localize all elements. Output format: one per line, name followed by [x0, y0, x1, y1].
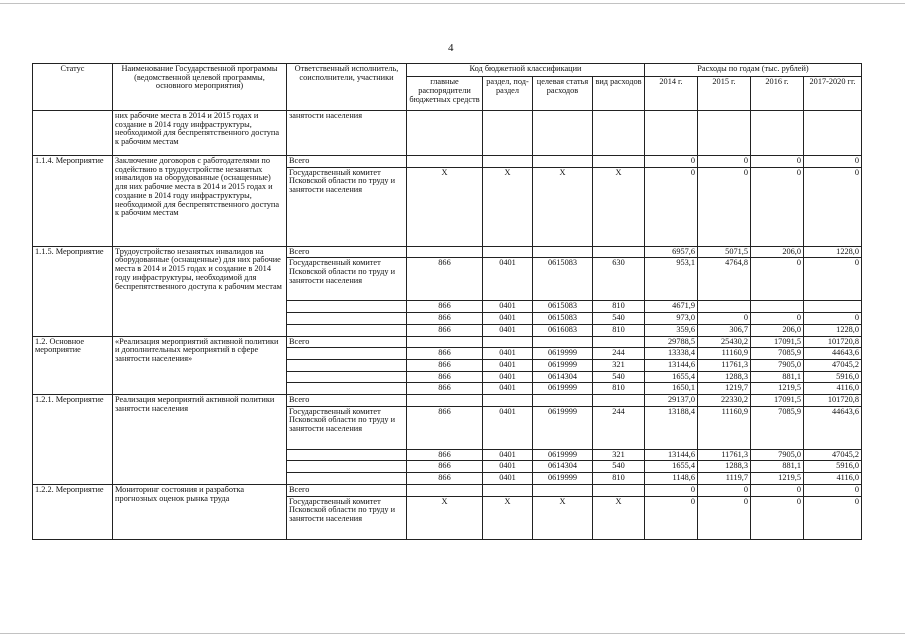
table-row: [33, 246, 862, 258]
table-cell: 1228,0: [804, 324, 862, 336]
row-status: 1.1.5. Мероприятие: [33, 246, 113, 336]
table-cell: 0: [698, 167, 751, 246]
page-number: 4: [448, 42, 454, 54]
table-cell: 0401: [483, 313, 533, 325]
table-cell: [287, 383, 407, 395]
table-cell: 866: [407, 258, 483, 301]
table-cell: [287, 371, 407, 383]
table-cell: [287, 301, 407, 313]
row-name: «Реализация мероприятий активной политики и дополнительных мероприятий в сфере занятости населения»: [113, 336, 287, 395]
table-cell: 0615083: [533, 313, 593, 325]
table-cell: 11761,3: [698, 449, 751, 461]
table-cell: 7085,9: [751, 348, 804, 360]
table-cell: [483, 246, 533, 258]
table-cell: 4116,0: [804, 383, 862, 395]
table-cell: 1288,3: [698, 461, 751, 473]
table-cell: 866: [407, 383, 483, 395]
table-cell: [593, 111, 645, 156]
table-cell: [287, 359, 407, 371]
table-cell: 0: [751, 167, 804, 246]
table-cell: 0401: [483, 258, 533, 301]
table-cell: 0: [804, 313, 862, 325]
table-cell: 4764,8: [698, 258, 751, 301]
table-cell: 47045,2: [804, 359, 862, 371]
table-cell: [533, 111, 593, 156]
table-cell: 11160,9: [698, 348, 751, 360]
table-cell: 0401: [483, 473, 533, 485]
table-cell: X: [407, 496, 483, 539]
table-cell: 866: [407, 348, 483, 360]
table-cell: 866: [407, 313, 483, 325]
table-cell: 0401: [483, 449, 533, 461]
header-vr: вид расходов: [593, 77, 645, 111]
table-cell: [593, 246, 645, 258]
table-cell: [407, 395, 483, 407]
table-cell: 1655,4: [645, 461, 698, 473]
table-cell: 0401: [483, 348, 533, 360]
table-cell: 0401: [483, 359, 533, 371]
table-cell: 29137,0: [645, 395, 698, 407]
header-2017: 2017-2020 гг.: [804, 77, 862, 111]
table-cell: X: [593, 167, 645, 246]
table-cell: 810: [593, 473, 645, 485]
row-status: 1.1.4. Мероприятие: [33, 156, 113, 247]
table-row: [33, 336, 862, 348]
table-cell: 1288,3: [698, 371, 751, 383]
table-cell: [645, 111, 698, 156]
table-cell: 0619999: [533, 473, 593, 485]
table-cell: [533, 156, 593, 168]
table-cell: 866: [407, 371, 483, 383]
table-cell: 0: [751, 258, 804, 301]
table-cell: [483, 156, 533, 168]
table-row: [33, 111, 862, 156]
table-cell: 540: [593, 461, 645, 473]
table-cell: 101720,8: [804, 336, 862, 348]
table-cell: 810: [593, 383, 645, 395]
table-cell: 306,7: [698, 324, 751, 336]
table-cell: 13188,4: [645, 406, 698, 449]
table-cell: 630: [593, 258, 645, 301]
table-cell: 1650,1: [645, 383, 698, 395]
table-cell: 5916,0: [804, 461, 862, 473]
table-cell: 359,6: [645, 324, 698, 336]
table-cell: [287, 313, 407, 325]
table-cell: [407, 246, 483, 258]
table-cell: [407, 336, 483, 348]
row-total-label: Всего: [287, 336, 407, 348]
header-grbs: главные распорядители бюджетных средств: [407, 77, 483, 111]
table-cell: 44643,6: [804, 348, 862, 360]
table-cell: 1228,0: [804, 246, 862, 258]
table-cell: 6957,6: [645, 246, 698, 258]
table-cell: 1219,5: [751, 473, 804, 485]
table-cell: [593, 395, 645, 407]
table-cell: 866: [407, 406, 483, 449]
table-cell: [804, 301, 862, 313]
header-2015: 2015 г.: [698, 77, 751, 111]
table-cell: [593, 156, 645, 168]
table-cell: 881,1: [751, 461, 804, 473]
row-executor: Государственный комитет Псковской области по труду и занятости населения: [287, 258, 407, 301]
table-cell: [407, 111, 483, 156]
table-cell: 1148,6: [645, 473, 698, 485]
scan-line: [0, 633, 905, 634]
table-cell: 0: [645, 167, 698, 246]
table-cell: 0619999: [533, 406, 593, 449]
table-cell: X: [483, 167, 533, 246]
table-cell: 0: [804, 496, 862, 539]
table-cell: 0: [804, 156, 862, 168]
table-cell: 866: [407, 473, 483, 485]
header-kbk: Код бюджетной классификации: [407, 64, 645, 77]
table-cell: X: [407, 167, 483, 246]
header-row: [33, 64, 862, 77]
table-cell: 321: [593, 359, 645, 371]
table-cell: 206,0: [751, 246, 804, 258]
table-cell: 44643,6: [804, 406, 862, 449]
header-csr: целевая статья расходов: [533, 77, 593, 111]
table-cell: 0616083: [533, 324, 593, 336]
header-name: Наименование Государственной программы (ведомственной целевой программы, основного мероприятия): [113, 64, 287, 111]
header-rzpr: раздел, под-раздел: [483, 77, 533, 111]
table-cell: 5916,0: [804, 371, 862, 383]
row-total-label: Всего: [287, 484, 407, 496]
table-cell: 244: [593, 348, 645, 360]
table-cell: 0: [751, 484, 804, 496]
table-cell: [407, 156, 483, 168]
table-cell: 0615083: [533, 301, 593, 313]
table-cell: 0: [698, 484, 751, 496]
row-name: Реализация мероприятий активной политики занятости населения: [113, 395, 287, 485]
table-cell: 17091,5: [751, 336, 804, 348]
table-cell: 244: [593, 406, 645, 449]
header-expenses: Расходы по годам (тыс. рублей): [645, 64, 862, 77]
table-cell: X: [533, 167, 593, 246]
table-cell: 17091,5: [751, 395, 804, 407]
table-cell: 22330,2: [698, 395, 751, 407]
table-cell: 866: [407, 301, 483, 313]
table-cell: [483, 395, 533, 407]
row-total-label: Всего: [287, 156, 407, 168]
table-cell: 866: [407, 324, 483, 336]
row-total-label: Всего: [287, 395, 407, 407]
table-cell: 29788,5: [645, 336, 698, 348]
table-cell: 0401: [483, 406, 533, 449]
table-cell: 0401: [483, 324, 533, 336]
table-cell: [287, 324, 407, 336]
table-cell: X: [593, 496, 645, 539]
table-cell: 0: [751, 156, 804, 168]
row-total-label: Всего: [287, 246, 407, 258]
table-cell: 4116,0: [804, 473, 862, 485]
table-cell: [33, 111, 113, 156]
table-cell: 11160,9: [698, 406, 751, 449]
table-cell: 0619999: [533, 383, 593, 395]
table-cell: 881,1: [751, 371, 804, 383]
table-cell: 0401: [483, 383, 533, 395]
table-cell: [593, 336, 645, 348]
table-cell: 810: [593, 324, 645, 336]
header-executor: Ответственный исполнитель, соисполнители, участники: [287, 64, 407, 111]
table-cell: [533, 484, 593, 496]
table-cell: 5071,5: [698, 246, 751, 258]
row-name: Трудоустройство незанятых инвалидов на оборудованные (оснащенные) для них рабочие места в 2014 и 2015 годах и создание в 2014 году инфраструктуры, необходимой для беспрепятственного доступа к рабочим местам: [113, 246, 287, 336]
table-cell: [698, 301, 751, 313]
table-cell: 1219,7: [698, 383, 751, 395]
table-cell: [533, 395, 593, 407]
table-cell: [533, 336, 593, 348]
table-cell: 540: [593, 313, 645, 325]
table-cell: X: [483, 496, 533, 539]
table-cell: 4671,9: [645, 301, 698, 313]
table-cell: 0: [751, 496, 804, 539]
table-cell: 25430,2: [698, 336, 751, 348]
table-cell: 0: [751, 313, 804, 325]
table-cell: 0: [804, 167, 862, 246]
table-cell: 0: [645, 156, 698, 168]
budget-table: [32, 63, 862, 540]
table-cell: 7905,0: [751, 449, 804, 461]
table-row: [33, 484, 862, 496]
table-cell: 13144,6: [645, 359, 698, 371]
table-cell: 7085,9: [751, 406, 804, 449]
table-cell: 810: [593, 301, 645, 313]
table-cell: 0: [804, 258, 862, 301]
table-cell: 206,0: [751, 324, 804, 336]
row-status: 1.2.2. Мероприятие: [33, 484, 113, 539]
row-status: 1.2.1. Мероприятие: [33, 395, 113, 485]
header-2014: 2014 г.: [645, 77, 698, 111]
table-cell: [287, 461, 407, 473]
table-cell: 0615083: [533, 258, 593, 301]
table-cell: [287, 473, 407, 485]
table-cell: 0614304: [533, 371, 593, 383]
table-cell: 0619999: [533, 348, 593, 360]
table-cell: [751, 111, 804, 156]
table-cell: 1655,4: [645, 371, 698, 383]
table-cell: [751, 301, 804, 313]
table-cell: [698, 111, 751, 156]
row-executor: Государственный комитет Псковской области по труду и занятости населения: [287, 406, 407, 449]
table-cell: 866: [407, 461, 483, 473]
row-executor: Государственный комитет Псковской области по труду и занятости населения: [287, 167, 407, 246]
table-cell: 0401: [483, 461, 533, 473]
table-cell: 1119,7: [698, 473, 751, 485]
table-cell: 0: [698, 156, 751, 168]
row-name: них рабочие места в 2014 и 2015 годах и создание в 2014 году инфраструктуры, необходимой для беспрепятственного доступа к рабочим местам: [113, 111, 287, 156]
table-row: [33, 395, 862, 407]
table-cell: 953,1: [645, 258, 698, 301]
table-cell: 866: [407, 359, 483, 371]
table-cell: [407, 484, 483, 496]
table-cell: [483, 111, 533, 156]
table-cell: 973,0: [645, 313, 698, 325]
table-cell: 866: [407, 449, 483, 461]
row-status: 1.2. Основное мероприятие: [33, 336, 113, 395]
table-cell: 101720,8: [804, 395, 862, 407]
table-cell: 7905,0: [751, 359, 804, 371]
table-cell: 0: [804, 484, 862, 496]
row-name: Заключение договоров с работодателями по содействию в трудоустройстве незанятых инвалидов на оборудованные (оснащенные) для них рабочие места в 2014 и 2015 годах и создание в 2014 году инфраструктуры, необходимой для беспрепятственного доступа к рабочим местам: [113, 156, 287, 247]
header-status: Статус: [33, 64, 113, 111]
table-cell: 321: [593, 449, 645, 461]
table-cell: [287, 449, 407, 461]
table-cell: 0401: [483, 371, 533, 383]
table-cell: 0614304: [533, 461, 593, 473]
row-name: Мониторинг состояния и разработка прогнозных оценок рынка труда: [113, 484, 287, 539]
table-cell: [483, 484, 533, 496]
table-cell: 0: [698, 313, 751, 325]
table-cell: 0619999: [533, 449, 593, 461]
table-cell: 1219,5: [751, 383, 804, 395]
header-2016: 2016 г.: [751, 77, 804, 111]
table-cell: X: [533, 496, 593, 539]
table-cell: 540: [593, 371, 645, 383]
table-cell: [533, 246, 593, 258]
table-cell: 13144,6: [645, 449, 698, 461]
table-cell: [287, 348, 407, 360]
table-cell: [804, 111, 862, 156]
table-cell: 47045,2: [804, 449, 862, 461]
table-cell: 0619999: [533, 359, 593, 371]
row-executor: Государственный комитет Псковской области по труду и занятости населения: [287, 496, 407, 539]
table-cell: [483, 336, 533, 348]
table-cell: 11761,3: [698, 359, 751, 371]
table-cell: 0: [645, 496, 698, 539]
table-cell: 0: [645, 484, 698, 496]
row-executor: занятости населения: [287, 111, 407, 156]
table-cell: [593, 484, 645, 496]
table-cell: 0401: [483, 301, 533, 313]
table-row: [33, 156, 862, 168]
table-cell: 13338,4: [645, 348, 698, 360]
scan-line: [0, 3, 905, 4]
table-cell: 0: [698, 496, 751, 539]
